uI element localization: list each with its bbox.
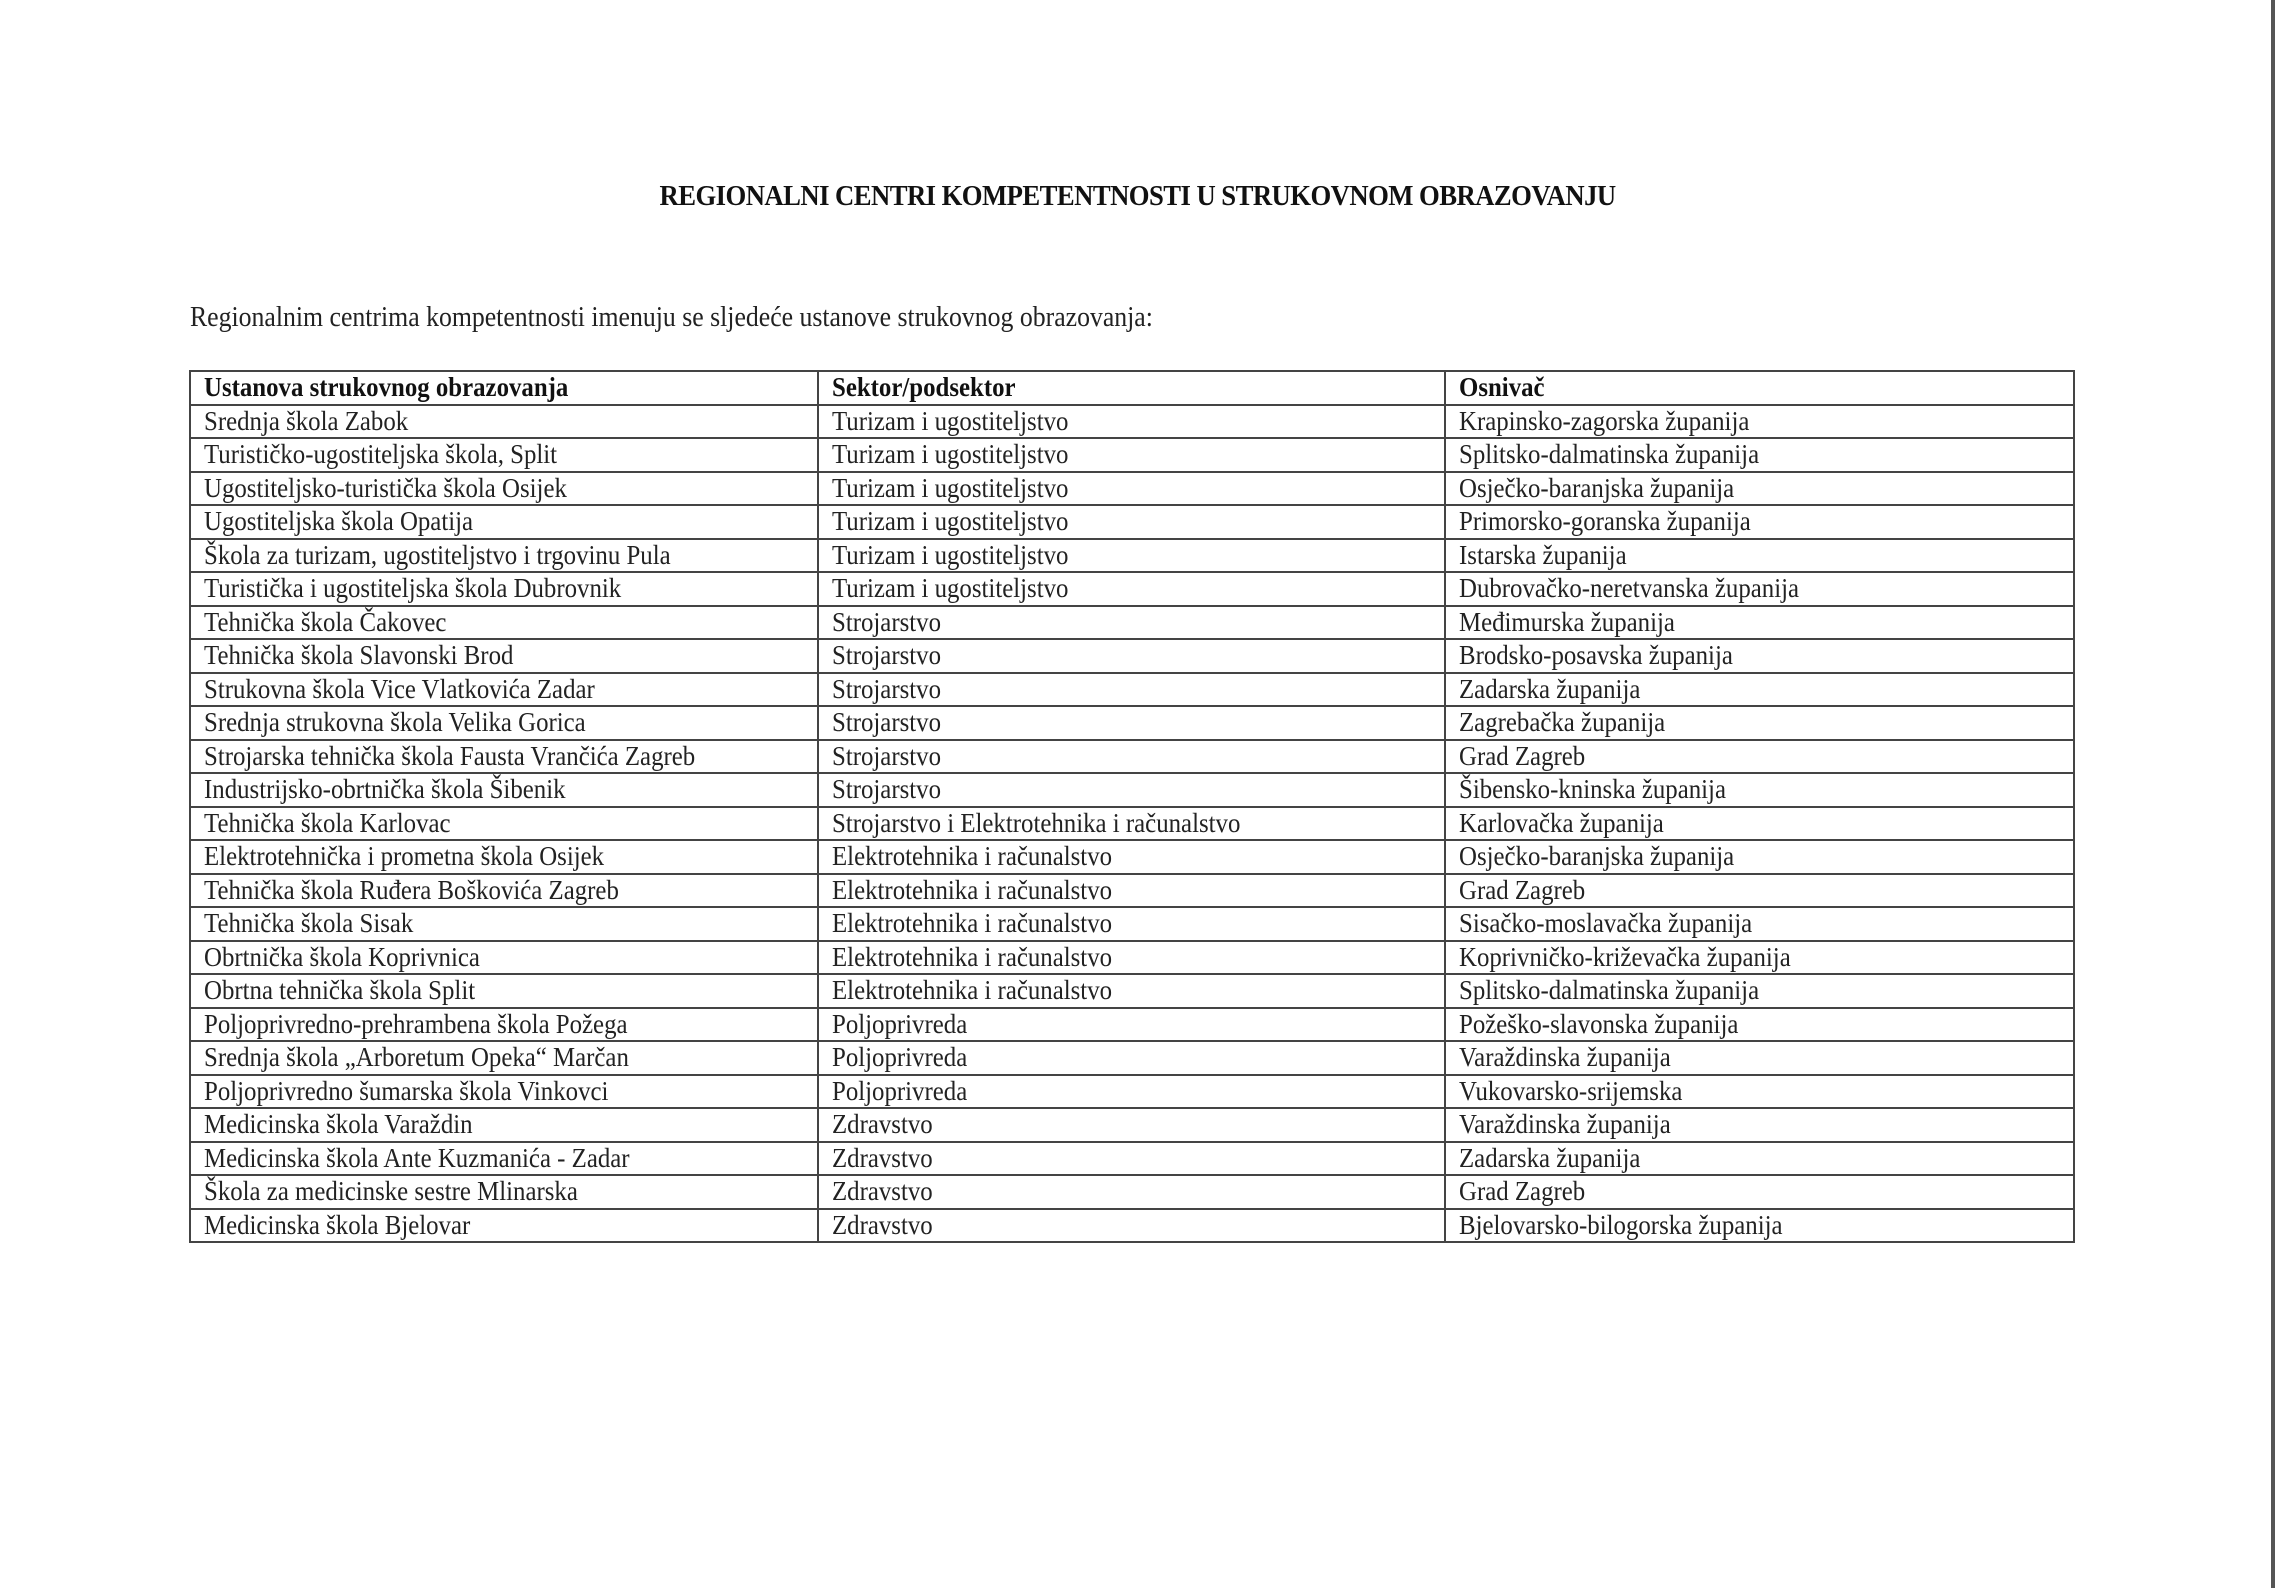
cell-founder — [1445, 639, 2074, 673]
cell-institution — [190, 1209, 818, 1243]
cell-text: Poljoprivredno-prehrambena škola Požega — [204, 1008, 628, 1039]
cell-sector — [818, 874, 1445, 908]
cell-text: Splitsko-dalmatinska županija — [1459, 439, 1760, 470]
cell-sector — [818, 405, 1445, 439]
cell-founder — [1445, 807, 2074, 841]
cell-text: Strojarstvo — [832, 640, 942, 671]
cell-institution — [190, 606, 818, 640]
cell-text: Dubrovačko-neretvanska županija — [1459, 573, 1800, 604]
cell-sector — [818, 1108, 1445, 1142]
cell-institution — [190, 907, 818, 941]
cell-text: Poljoprivreda — [832, 1042, 968, 1073]
cell-sector — [818, 639, 1445, 673]
cell-founder — [1445, 405, 2074, 439]
cell-text: Tehnička škola Ruđera Boškovića Zagreb — [204, 874, 619, 905]
table-row — [190, 539, 2074, 573]
cell-sector — [818, 907, 1445, 941]
cell-text: Strojarska tehnička škola Fausta Vrančića Zagreb — [204, 740, 696, 771]
cell-text: Grad Zagreb — [1459, 740, 1586, 771]
cell-institution — [190, 740, 818, 774]
cell-sector — [818, 1142, 1445, 1176]
cell-sector — [818, 706, 1445, 740]
cell-founder — [1445, 1175, 2074, 1209]
cell-sector — [818, 974, 1445, 1008]
cell-sector — [818, 438, 1445, 472]
cell-founder — [1445, 907, 2074, 941]
cell-institution — [190, 1108, 818, 1142]
cell-founder — [1445, 740, 2074, 774]
table-row — [190, 773, 2074, 807]
institutions-table — [189, 370, 2075, 1243]
cell-institution — [190, 941, 818, 975]
cell-text: Međimurska županija — [1459, 606, 1675, 637]
column-header-sector — [818, 371, 1445, 405]
cell-institution — [190, 673, 818, 707]
cell-founder — [1445, 1041, 2074, 1075]
cell-text: Turizam i ugostiteljstvo — [832, 506, 1069, 537]
cell-founder — [1445, 505, 2074, 539]
cell-text: Strojarstvo i Elektrotehnika i računalstvo — [832, 807, 1241, 838]
table-row — [190, 1041, 2074, 1075]
cell-text: Turizam i ugostiteljstvo — [832, 405, 1069, 436]
cell-text: Elektrotehnika i računalstvo — [832, 975, 1113, 1006]
header-label: Ustanova strukovnog obrazovanja — [204, 372, 569, 403]
cell-sector — [818, 472, 1445, 506]
cell-text: Brodsko-posavska županija — [1459, 640, 1733, 671]
table-row — [190, 572, 2074, 606]
cell-text: Zagrebačka županija — [1459, 707, 1666, 738]
cell-text: Tehnička škola Karlovac — [204, 807, 451, 838]
cell-text: Medicinska škola Ante Kuzmanića - Zadar — [204, 1142, 630, 1173]
cell-sector — [818, 1075, 1445, 1109]
table-row — [190, 1209, 2074, 1243]
cell-founder — [1445, 773, 2074, 807]
cell-text: Škola za turizam, ugostiteljstvo i trgovinu Pula — [204, 539, 671, 570]
cell-sector — [818, 807, 1445, 841]
table-header-row — [190, 371, 2074, 405]
cell-text: Srednja strukovna škola Velika Gorica — [204, 707, 586, 738]
cell-text: Tehnička škola Slavonski Brod — [204, 640, 514, 671]
table-row — [190, 673, 2074, 707]
cell-sector — [818, 941, 1445, 975]
cell-sector — [818, 539, 1445, 573]
cell-institution — [190, 405, 818, 439]
cell-text: Turistička i ugostiteljska škola Dubrovnik — [204, 573, 622, 604]
cell-institution — [190, 1075, 818, 1109]
cell-institution — [190, 572, 818, 606]
table-row — [190, 706, 2074, 740]
cell-sector — [818, 505, 1445, 539]
cell-text: Elektrotehnika i računalstvo — [832, 908, 1113, 939]
cell-institution — [190, 807, 818, 841]
cell-text: Poljoprivreda — [832, 1008, 968, 1039]
table-row — [190, 639, 2074, 673]
cell-institution — [190, 1041, 818, 1075]
cell-founder — [1445, 974, 2074, 1008]
cell-text: Splitsko-dalmatinska županija — [1459, 975, 1760, 1006]
table-row — [190, 1108, 2074, 1142]
cell-sector — [818, 1209, 1445, 1243]
cell-text: Grad Zagreb — [1459, 874, 1586, 905]
cell-sector — [818, 840, 1445, 874]
cell-text: Turizam i ugostiteljstvo — [832, 539, 1069, 570]
column-header-institution — [190, 371, 818, 405]
cell-text: Strojarstvo — [832, 606, 942, 637]
cell-founder — [1445, 472, 2074, 506]
table-row — [190, 840, 2074, 874]
cell-text: Srednja škola Zabok — [204, 405, 409, 436]
cell-founder — [1445, 572, 2074, 606]
cell-text: Turističko-ugostiteljska škola, Split — [204, 439, 558, 470]
table-row — [190, 1175, 2074, 1209]
cell-institution — [190, 1008, 818, 1042]
cell-founder — [1445, 606, 2074, 640]
cell-founder — [1445, 874, 2074, 908]
cell-text: Sisačko-moslavačka županija — [1459, 908, 1753, 939]
cell-text: Strojarstvo — [832, 740, 942, 771]
cell-text: Poljoprivreda — [832, 1075, 968, 1106]
cell-sector — [818, 673, 1445, 707]
table-row — [190, 405, 2074, 439]
table-row — [190, 606, 2074, 640]
column-header-founder — [1445, 371, 2074, 405]
cell-institution — [190, 974, 818, 1008]
cell-text: Poljoprivredno šumarska škola Vinkovci — [204, 1075, 609, 1106]
cell-text: Karlovačka županija — [1459, 807, 1664, 838]
cell-text: Strukovna škola Vice Vlatkovića Zadar — [204, 673, 595, 704]
cell-text: Zdravstvo — [832, 1176, 933, 1207]
cell-text: Koprivničko-križevačka županija — [1459, 941, 1791, 972]
page-edge-divider — [2271, 0, 2275, 1588]
cell-institution — [190, 840, 818, 874]
cell-text: Krapinsko-zagorska županija — [1459, 405, 1750, 436]
cell-institution — [190, 539, 818, 573]
cell-text: Elektrotehnika i računalstvo — [832, 941, 1113, 972]
table-row — [190, 874, 2074, 908]
cell-text: Tehnička škola Čakovec — [204, 606, 447, 637]
cell-founder — [1445, 706, 2074, 740]
cell-text: Grad Zagreb — [1459, 1176, 1586, 1207]
cell-text: Turizam i ugostiteljstvo — [832, 573, 1069, 604]
cell-text: Bjelovarsko-bilogorska županija — [1459, 1209, 1783, 1240]
cell-text: Požeško-slavonska županija — [1459, 1008, 1739, 1039]
cell-text: Elektrotehnička i prometna škola Osijek — [204, 841, 605, 872]
cell-text: Obrtna tehnička škola Split — [204, 975, 476, 1006]
table-row — [190, 740, 2074, 774]
cell-sector — [818, 773, 1445, 807]
cell-institution — [190, 438, 818, 472]
cell-sector — [818, 1041, 1445, 1075]
cell-text: Varaždinska županija — [1459, 1109, 1671, 1140]
cell-sector — [818, 572, 1445, 606]
document-title: REGIONALNI CENTRI KOMPETENTNOSTI U STRUKOVNOM OBRAZOVANJU — [659, 180, 1616, 212]
cell-institution — [190, 874, 818, 908]
table-row — [190, 472, 2074, 506]
cell-founder — [1445, 1142, 2074, 1176]
table-row — [190, 941, 2074, 975]
cell-founder — [1445, 673, 2074, 707]
table-row — [190, 974, 2074, 1008]
cell-text: Ugostiteljsko-turistička škola Osijek — [204, 472, 567, 503]
cell-institution — [190, 1142, 818, 1176]
table-row — [190, 1008, 2074, 1042]
header-label: Osnivač — [1459, 372, 1545, 403]
header-label: Sektor/podsektor — [832, 372, 1016, 403]
cell-founder — [1445, 438, 2074, 472]
cell-text: Turizam i ugostiteljstvo — [832, 439, 1069, 470]
cell-text: Medicinska škola Bjelovar — [204, 1209, 471, 1240]
cell-text: Medicinska škola Varaždin — [204, 1109, 473, 1140]
cell-text: Turizam i ugostiteljstvo — [832, 472, 1069, 503]
cell-text: Vukovarsko-srijemska — [1459, 1075, 1683, 1106]
cell-sector — [818, 740, 1445, 774]
cell-text: Ugostiteljska škola Opatija — [204, 506, 474, 537]
cell-founder — [1445, 539, 2074, 573]
cell-text: Zdravstvo — [832, 1142, 933, 1173]
cell-founder — [1445, 1008, 2074, 1042]
cell-sector — [818, 1008, 1445, 1042]
table-row — [190, 505, 2074, 539]
cell-text: Zadarska županija — [1459, 1142, 1641, 1173]
cell-text: Srednja škola „Arboretum Opeka“ Marčan — [204, 1042, 629, 1073]
cell-founder — [1445, 941, 2074, 975]
table-row — [190, 438, 2074, 472]
intro-paragraph: Regionalnim centrima kompetentnosti imenuju se sljedeće ustanove strukovnog obrazovanja: — [190, 302, 1153, 333]
cell-text: Industrijsko-obrtnička škola Šibenik — [204, 774, 566, 805]
table-row — [190, 807, 2074, 841]
cell-text: Zdravstvo — [832, 1209, 933, 1240]
cell-founder — [1445, 840, 2074, 874]
cell-founder — [1445, 1209, 2074, 1243]
cell-text: Osječko-baranjska županija — [1459, 472, 1735, 503]
table-row — [190, 1075, 2074, 1109]
cell-text: Strojarstvo — [832, 673, 942, 704]
cell-text: Obrtnička škola Koprivnica — [204, 941, 480, 972]
cell-institution — [190, 639, 818, 673]
table-row — [190, 907, 2074, 941]
cell-text: Istarska županija — [1459, 539, 1627, 570]
cell-institution — [190, 1175, 818, 1209]
cell-text: Elektrotehnika i računalstvo — [832, 874, 1113, 905]
cell-sector — [818, 1175, 1445, 1209]
cell-text: Varaždinska županija — [1459, 1042, 1671, 1073]
cell-text: Osječko-baranjska županija — [1459, 841, 1735, 872]
cell-institution — [190, 706, 818, 740]
cell-institution — [190, 773, 818, 807]
cell-text: Tehnička škola Sisak — [204, 908, 414, 939]
cell-text: Zdravstvo — [832, 1109, 933, 1140]
table-row — [190, 1142, 2074, 1176]
cell-institution — [190, 505, 818, 539]
cell-text: Škola za medicinske sestre Mlinarska — [204, 1176, 578, 1207]
cell-text: Zadarska županija — [1459, 673, 1641, 704]
cell-text: Strojarstvo — [832, 707, 942, 738]
cell-institution — [190, 472, 818, 506]
cell-text: Elektrotehnika i računalstvo — [832, 841, 1113, 872]
cell-founder — [1445, 1075, 2074, 1109]
cell-text: Šibensko-kninska županija — [1459, 774, 1726, 805]
cell-sector — [818, 606, 1445, 640]
cell-founder — [1445, 1108, 2074, 1142]
cell-text: Primorsko-goranska županija — [1459, 506, 1751, 537]
cell-text: Strojarstvo — [832, 774, 942, 805]
